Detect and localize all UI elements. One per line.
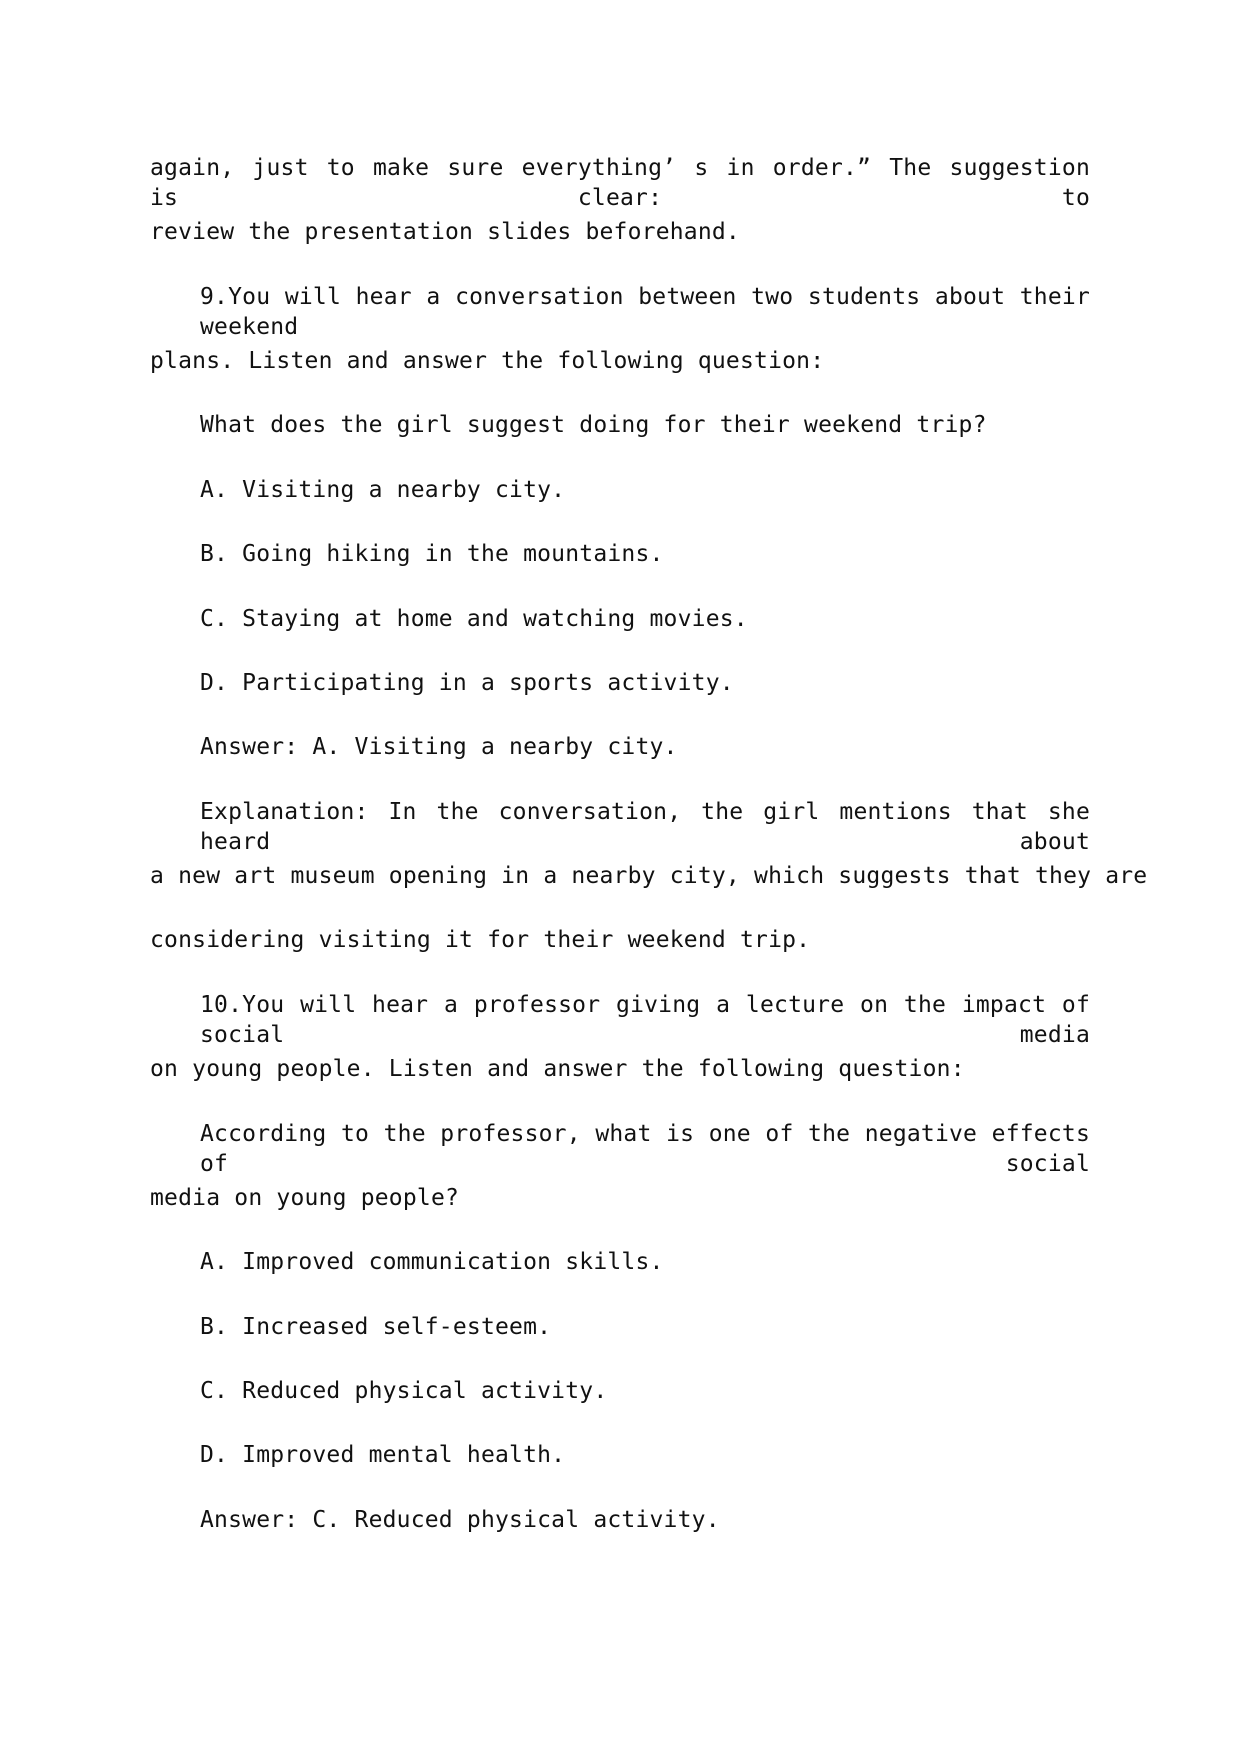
q9-question: What does the girl suggest doing for their weekend trip? — [200, 412, 987, 438]
q9-explanation-line-1: Explanation: In the conversation, the girl mentions that she heard about — [200, 799, 1090, 855]
q10-option-a: A. Improved communication skills. — [200, 1249, 664, 1275]
q10-question-line-1: According to the professor, what is one of the negative effects of social — [200, 1121, 1090, 1177]
q10-option-c: C. Reduced physical activity. — [200, 1378, 608, 1404]
q10-intro-line-1: 10.You will hear a professor giving a lecture on the impact of social media — [200, 992, 1090, 1048]
carryover-line-2: review the presentation slides beforehand. — [150, 219, 740, 245]
q9-option-c: C. Staying at home and watching movies. — [200, 606, 748, 632]
q9-intro-line-1: 9.You will hear a conversation between two students about their weekend — [200, 284, 1090, 340]
q10-answer: Answer: C. Reduced physical activity. — [200, 1507, 720, 1533]
q9-option-b: B. Going hiking in the mountains. — [200, 541, 664, 567]
q9-option-d: D. Participating in a sports activity. — [200, 670, 734, 696]
q10-intro-line-2: on young people. Listen and answer the following question: — [150, 1056, 965, 1082]
q10-option-b: B. Increased self-esteem. — [200, 1314, 552, 1340]
q10-question-line-2: media on young people? — [150, 1185, 460, 1211]
q9-answer: Answer: A. Visiting a nearby city. — [200, 734, 678, 760]
q9-explanation-line-2: a new art museum opening in a nearby city, which suggests that they are — [150, 863, 1148, 889]
q9-intro-line-2: plans. Listen and answer the following question: — [150, 348, 825, 374]
q9-explanation-line-3: considering visiting it for their weekend trip. — [150, 927, 811, 953]
q10-option-d: D. Improved mental health. — [200, 1442, 566, 1468]
q9-option-a: A. Visiting a nearby city. — [200, 477, 566, 503]
carryover-line-1: again, just to make sure everything’ s in order.” The suggestion is clear: to — [150, 155, 1090, 211]
